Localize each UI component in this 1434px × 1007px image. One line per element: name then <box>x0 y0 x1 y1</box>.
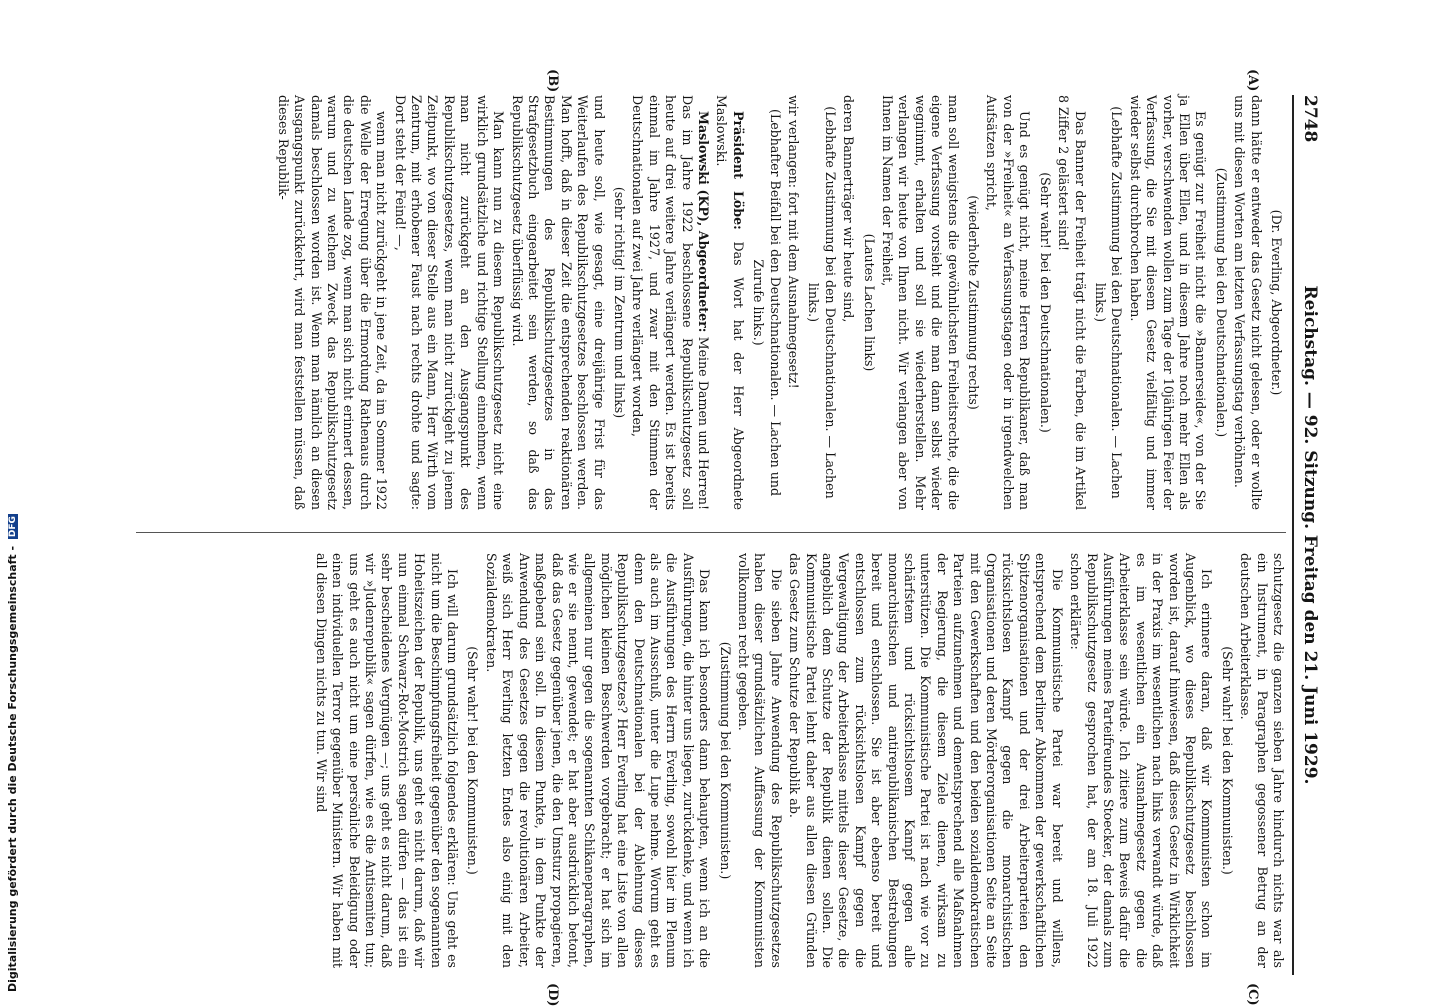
paragraph: Maslowski (KP), Abgeordneter: Meine Damen und Herren! Das im Jahre 1922 beschlossene Republikschutzgesetz soll heute auf drei weitere Jahre verlängert werden. Es ist bereits einmal im Jahre 1927, und zwar mit den Stimmen der Deutschnationalen auf zwei Jahre verlängert worden, <box>630 95 711 510</box>
paragraph: Die sieben Jahre Anwendung des Republikschutzgesetzes haben dieser grundsätzlichen Auffassung der Kommunisten vollkommen recht gegeben. <box>736 553 784 968</box>
interjection: (Sehr wahr! bei den Kommunisten.) <box>1219 646 1235 875</box>
margin-marker-c: (C) <box>1245 983 1260 1006</box>
paragraph: Ich will darum grundsätzlich folgendes erklären: Uns geht es nicht um die Beschimpfungsfreiheit gegenüber den sogenannten Hoheitszeichen der Republik, uns geht es nicht darum, daß wir nun einmal Schwarz-Rot-Mostrich sagen dürfen — das ist ein sehr bescheidenes Vergnügen —; uns geht es nicht darum, daß wir »Judenrepublik« sagen dürfen, wie es die Antisemiten tun; uns geht es auch nicht um eine persönliche Beleidigung oder einen individuellen Terror gegenüber Ministern. Wir haben mit all diesen Dingen nichts zu tun. Wir sind <box>313 553 461 969</box>
header-rule <box>1292 95 1294 975</box>
paragraph: Es genügt zur Freiheit nicht die »Bannerseide«, von der Sie ja Ellen über Ellen, und in diesem Jahre noch mehr Ellen als vorher, verschwenden wollen zum Tage der 10jährigen Feier der Verfassung, die Sie mit diesem Gesetz vielfältig und immer wieder selbst durchbrochen haben. <box>1127 95 1209 510</box>
paragraph: Das Banner der Freiheit trägt nicht die Farben, die im Artikel 8 Ziffer 2 gelästert sind! <box>1056 95 1088 510</box>
paragraph: und heute soll, wie gesagt, eine dreijährige Frist für das Weiterlaufen des Republikschutzgesetzes beschlossen werden. Man hofft, daß in dieser Zeit die entsprechenden reaktionären Bestimmungen des Republikschutzgesetzes in das Strafgesetzbuch eingearbeitet sein werden, so daß das Republikschutzgesetz überflüssig wird. <box>509 95 607 510</box>
interjection: (Lebhafte Zustimmung bei den Deutschnationalen. — Lachen links.) <box>806 106 838 499</box>
interjection: (Lebhafte Zustimmung bei den Deutschnationalen. — Lachen links.) <box>1092 106 1125 499</box>
margin-marker-d: (D) <box>545 983 560 1007</box>
interjection: (Zustimmung bei den Deutschnationalen.) <box>1213 167 1229 438</box>
paragraph: wenn man nicht zurückgeht in jene Zeit, da im Sommer 1922 die Welle der Erregung über die Ermordung Rathenaus durch die deutschen Lande zog, wenn man sich nicht erinnert dessen, warum und zu welchem Zweck das Republikschutzgesetz damals beschlossen worden ist. Wenn man nämlich an diesen Ausgangspunkt zurückkehrt, wird man feststellen müssen, daß dieses Republik- <box>275 95 390 510</box>
paragraph: man soll wenigstens die gewöhnlichsten Freiheitsrechte, die die eigene Verfassung vorsieht und die man dann selbst wieder wegnimmt, erhalten und soll sie wiederherstellen. Mehr verlangen wir heute von Ihnen nicht. Wir verlangen aber von Ihnen im Namen der Freiheit, <box>880 95 961 510</box>
caption-text: Digitalisierung gefördert durch die Deutsche Forschungsgemeinschaft - <box>6 545 19 992</box>
interjection: (Dr. Everling, Abgeordneter.) <box>1269 209 1284 396</box>
interjection: (wiederholte Zustimmung rechts) <box>966 195 982 410</box>
paragraph: schutzgesetz die ganzen sieben Jahre hindurch nichts war als ein Instrument, in Paragraphen gegossener Betrug an der deutschen Arbeiterklasse. <box>1238 553 1286 968</box>
interjection: (Sehr wahr! bei den Kommunisten.) <box>465 646 481 875</box>
paragraph: Das kann ich besonders dann behaupten, wenn ich an die Ausführungen, die hinter uns liegen, zurückdenke, und wenn ich die Ausführungen des Herrn Everling, sowohl hier im Plenum als auch im Ausschuß, unter die Lupe nehme. Worum geht es denn den Deutschnationalen bei der Ablehnung dieses Republikschutzgesetzes? Herr Everling hat eine Liste von allen möglichen kleinen Beschwerden vorgebracht; er hat sich im allgemeinen nur gegen die sogenannten Schikaneparagraphen, wie er sie nennt, gewendet; er hat aber ausdrücklich betont, daß das Gesetz gegenüber jenen, die den Umsturz propagieren, maßgebend sein soll. In diesem Punkte, in dem Punkte der Anwendung des Gesetzes gegen die revolutionären Arbeiter, weiß sich Herr Everling letzten Endes also einig mit den Sozialdemokraten. <box>483 553 713 968</box>
paragraph: deren Bannerträger wir heute sind, <box>841 95 857 323</box>
left-column <box>272 95 1286 510</box>
column-divider <box>136 532 1286 533</box>
right-column <box>310 553 1286 968</box>
speaker-name: Maslowski (KP), Abgeordneter: <box>696 111 711 333</box>
paragraph: Die Kommunistische Partei war bereit und willens, entsprechend dem Berliner Abkommen der gewerkschaftlichen Spitzenorganisationen und der drei Arbeiterparteien den rücksichtslosen Kampf gegen die monarchistischen Organisationen und deren Mörderorganisationen Seite an Seite mit den Gewerkschaften und den beiden sozialdemokratischen Parteien aufzunehmen und dementsprechend alle Maßnahmen der Regierung, die diesem Ziele dienen, wirksam zu unterstützen. Die Kommunistische Partei ist nach wie vor zu schärfstem und rücksichtslosem Kampf gegen alle monarchistischen und antirepublikanischen Bestrebungen bereit und entschlossen. Sie ist aber ebenso bereit und entschlossen zum rücksichtslosen Kampf gegen die Vergewaltigung der Arbeiterklasse mittels dieser Gesetze, die angeblich dem Schutze der Republik dienen sollen. Die Kommunistische Partei lehnt daher aus allen diesen Gründen das Gesetz zum Schutze der Republik ab. <box>787 553 1065 968</box>
interjection: (Zustimmung bei den Kommunisten.) <box>717 641 733 880</box>
margin-marker-b: (B) <box>545 69 560 93</box>
margin-marker-a: (A) <box>1245 69 1260 92</box>
paragraph: Und es genügt nicht, meine Herren Republikaner, daß man von der »Freiheit« an Verfassungstagen oder in irgendwelchen Aufsätzen spricht, <box>984 95 1033 510</box>
interjection: (Lebhafter Beifall bei den Deutschnationalen. — Lachen und Zurufe links.) <box>751 108 783 497</box>
paragraph: wir verlangen: fort mit dem Ausnahmegesetz! <box>786 95 802 389</box>
interjection: (sehr richtig! im Zentrum und links) <box>611 186 627 419</box>
paragraph: Präsident Löbe: Das Wort hat der Herr Abgeordnete Maslowski. <box>714 95 746 510</box>
session-title: Reichstag. — 92. Sitzung. Freitag den 21. Juni 1929. <box>1300 285 1320 785</box>
paragraph: dann hätte er entweder das Gesetz nicht gelesen, oder er wollte uns mit diesen Worten am letzten Verfassungstag verhöhnen. <box>1232 95 1264 510</box>
rotated-page <box>130 69 1320 1007</box>
dfg-logo: DFG <box>8 516 18 538</box>
page-header <box>1296 95 1320 975</box>
interjection: (Sehr wahr! bei den Deutschnationalen.) <box>1037 172 1053 433</box>
interjection: (Lautes Lachen links) <box>861 233 877 372</box>
speaker-name: Präsident Löbe: <box>730 111 746 230</box>
page-number: 2748 <box>1300 95 1320 143</box>
digitization-caption <box>6 514 19 992</box>
paragraph: Man kann nun zu diesem Republikschutzgesetz nicht eine wirklich grundsätzliche und richtige Stellung einnehmen, wenn man nicht zurückgeht an den Ausgangspunkt des Republikschutzgesetzes, wenn man nicht zurückgeht zu jenem Zeitpunkt, wo von dieser Stelle aus ein Mann, Herr Wirth vom Zentrum, mit erhobener Faust nach rechts drohte und sagte: Dort steht der Feind! —, <box>392 95 507 510</box>
paragraph: Ich erinnere daran, daß wir Kommunisten schon im Augenblick, wo dieses Republikschutzgesetz beschlossen worden ist, darauf hinwiesen, daß dieses Gesetz in Wirklichkeit in der Praxis im wesentlichen nach links verwandt würde, daß es im wesentlichen ein Ausnahmegesetz gegen die Arbeiterklasse sein würde. Ich zitiere zum Beweis dafür die Ausführungen meines Parteifreundes Stoecker, der damals zum Republikschutzgesetz gesprochen hat, der am 18. Juli 1922 schon erklärte: <box>1068 553 1215 968</box>
